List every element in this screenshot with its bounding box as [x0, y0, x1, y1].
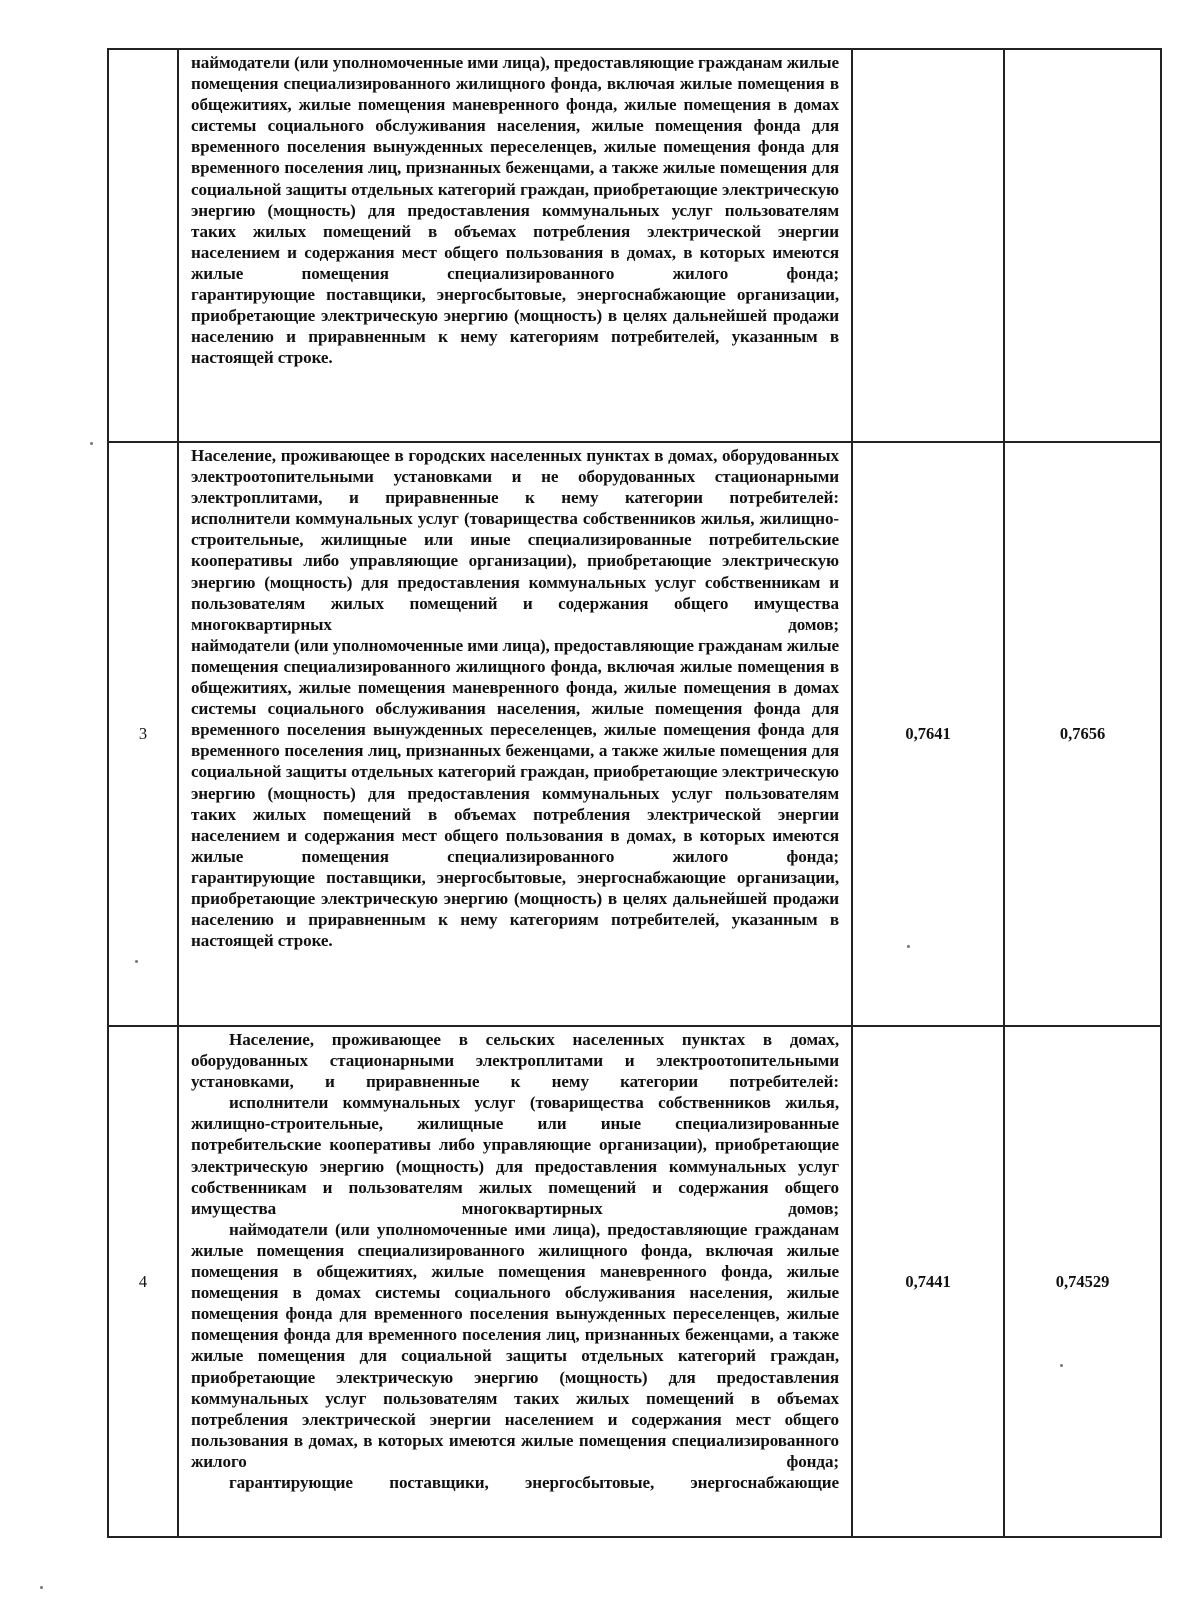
- paragraph: Население, проживающее в городских населенных пунктах в домах, оборудованных электроотопительными установками и не оборудованных стационарными электроплитами, и приравненные к нему категории потребителей:: [191, 446, 839, 508]
- paragraph: наймодатели (или уполномоченные ими лица), предоставляющие гражданам жилые помещения специализированного жилищного фонда, включая жилые помещения в общежитиях, жилые помещения маневренного фонда, жилые помещения в домах системы социального обслуживания населения, жилые помещения фонда для временного поселения вынужденных переселенцев, жилые помещения фонда для временного поселения лиц, признанных беженцами, а также жилые помещения для социальной защиты отдельных категорий граждан, приобретающие электрическую энергию (мощность) для предоставления коммунальных услуг пользователям таких жилых помещений в объемах потребления электрической энергии населением и содержания мест общего пользования в домах, в которых имеются жилые помещения специализированного жилого фонда;: [191, 53, 839, 283]
- paragraph: Население, проживающее в сельских населенных пунктах в домах, оборудованных стационарными электроплитами и электроотопительными установками, и приравненные к нему категории потребителей:: [191, 1030, 839, 1092]
- paragraph: исполнители коммунальных услуг (товарищества собственников жилья, жилищно-строительные, жилищные или иные специализированные потребительские кооперативы либо управляющие организации), приобретающие электрическую энергию (мощность) для предоставления коммунальных услуг собственникам и пользователям жилых помещений и содержания общего имущества многоквартирных домов;: [191, 1093, 839, 1218]
- scan-speck: [40, 1586, 43, 1589]
- paragraph: гарантирующие поставщики, энергосбытовые, энергоснабжающие организации, приобретающие электрическую энергию (мощность) в целях дальнейшей продажи населению и приравненным к нему категориям потребителей, указанным в настоящей строке.: [191, 285, 839, 368]
- table-row: [108, 1026, 1161, 1537]
- value-cell-2: [1004, 49, 1161, 442]
- table-row: [108, 442, 1161, 1026]
- row-number: [108, 49, 178, 442]
- row-number: 3: [108, 442, 178, 1026]
- value-cell-1: 0,7441: [852, 1026, 1004, 1537]
- scan-speck: [90, 442, 93, 445]
- row-description: [178, 442, 852, 1026]
- paragraph: гарантирующие поставщики, энергосбытовые, энергоснабжающие: [229, 1472, 839, 1492]
- row-description: [178, 49, 852, 442]
- row-number: 4: [108, 1026, 178, 1537]
- paragraph: исполнители коммунальных услуг (товарищества собственников жилья, жилищно-строительные, жилищные или иные специализированные потребительские кооперативы либо управляющие организации), приобретающие электрическую энергию (мощность) для предоставления коммунальных услуг собственникам и пользователям жилых помещений и содержания общего имущества многоквартирных домов;: [191, 509, 839, 634]
- paragraph: наймодатели (или уполномоченные ими лица), предоставляющие гражданам жилые помещения специализированного жилищного фонда, включая жилые помещения в общежитиях, жилые помещения маневренного фонда, жилые помещения в домах системы социального обслуживания населения, жилые помещения фонда для временного поселения вынужденных переселенцев, жилые помещения фонда для временного поселения лиц, признанных беженцами, а также жилые помещения для социальной защиты отдельных категорий граждан, приобретающие электрическую энергию (мощность) для предоставления коммунальных услуг пользователям таких жилых помещений в объемах потребления электрической энергии населением и содержания мест общего пользования в домах, в которых имеются жилые помещения специализированного жилого фонда;: [191, 1219, 839, 1471]
- paragraph: наймодатели (или уполномоченные ими лица), предоставляющие гражданам жилые помещения специализированного жилищного фонда, включая жилые помещения в общежитиях, жилые помещения маневренного фонда, жилые помещения в домах системы социального обслуживания населения, жилые помещения фонда для временного поселения вынужденных переселенцев, жилые помещения фонда для временного поселения лиц, признанных беженцами, а также жилые помещения для социальной защиты отдельных категорий граждан, приобретающие электрическую энергию (мощность) для предоставления коммунальных услуг пользователям таких жилых помещений в объемах потребления электрической энергии населением и содержания мест общего пользования в домах, в которых имеются жилые помещения специализированного жилого фонда;: [191, 635, 839, 866]
- value-cell-1: 0,7641: [852, 442, 1004, 1026]
- row-description: [178, 1026, 852, 1537]
- table-row: [108, 49, 1161, 442]
- value-cell-2: 0,7656: [1004, 442, 1161, 1026]
- paragraph: гарантирующие поставщики, энергосбытовые, энергоснабжающие организации, приобретающие электрическую энергию (мощность) в целях дальнейшей продажи населению и приравненным к нему категориям потребителей, указанным в настоящей строке.: [191, 867, 839, 951]
- value-cell-1: [852, 49, 1004, 442]
- value-cell-2: 0,74529: [1004, 1026, 1161, 1537]
- tariff-table: [107, 48, 1162, 1538]
